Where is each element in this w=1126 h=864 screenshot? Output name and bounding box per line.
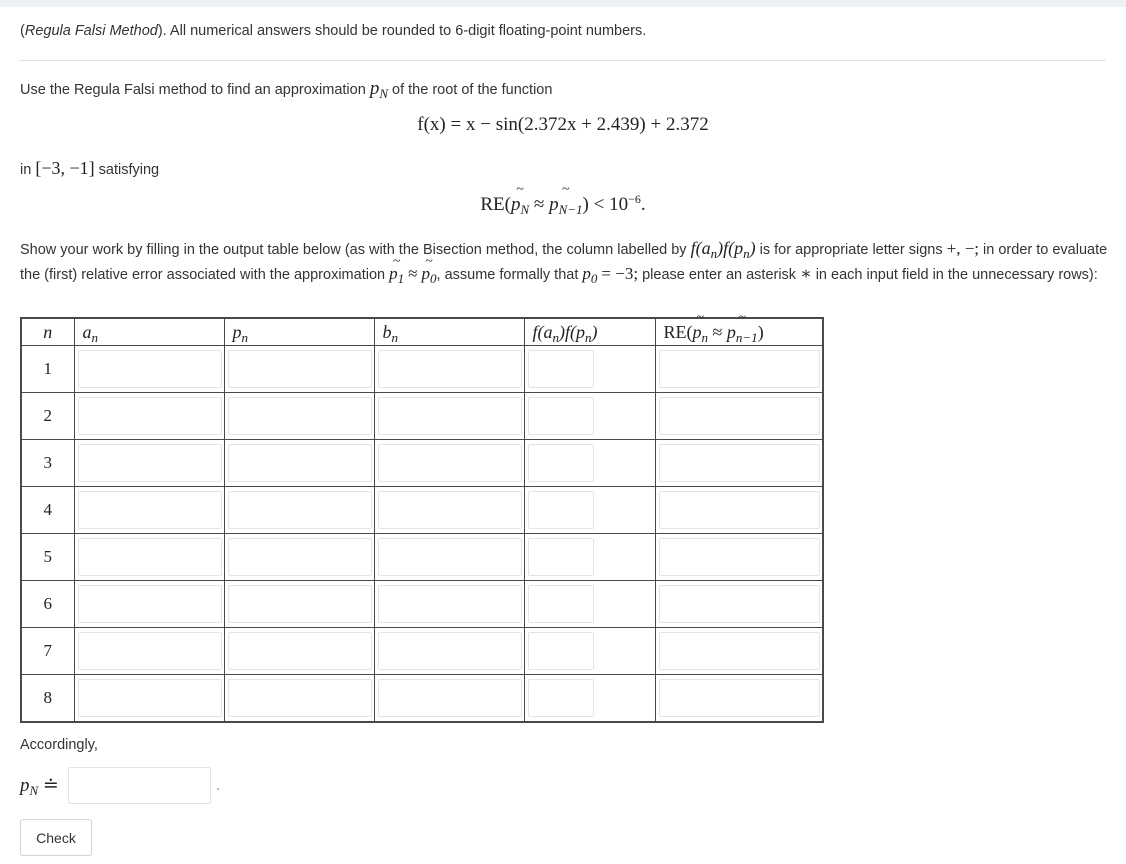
- intro-part1: Use the Regula Falsi method to find an approximation: [20, 82, 366, 98]
- cell-re: [655, 393, 823, 440]
- period: .: [216, 778, 221, 794]
- table-row: [21, 581, 823, 628]
- an-input-row-3[interactable]: [78, 444, 222, 482]
- table-header-row: [21, 318, 823, 346]
- row-number: 6: [21, 581, 74, 628]
- header-an: $a_n$: [74, 318, 224, 346]
- function-equation: [0, 114, 1126, 136]
- intro-text: [20, 77, 1110, 102]
- table-row: [21, 628, 823, 675]
- final-pn-label: $p_N$ ≐: [20, 775, 59, 798]
- sign-input-row-5[interactable]: [528, 538, 594, 576]
- cell-an: [74, 487, 224, 534]
- re-input-row-5[interactable]: [659, 538, 821, 576]
- pn-input-row-5[interactable]: [228, 538, 372, 576]
- header-bn: $b_n$: [374, 318, 524, 346]
- pn-input-row-7[interactable]: [228, 632, 372, 670]
- an-input-row-2[interactable]: [78, 397, 222, 435]
- an-input-row-1[interactable]: [78, 350, 222, 388]
- sign-input-row-7[interactable]: [528, 632, 594, 670]
- sign-column-label: $f(a_n)f(p_n)$: [690, 238, 756, 261]
- bn-input-row-5[interactable]: [378, 538, 522, 576]
- instructions: Show your work by filling in the output table below (as with the Bisection method, the column labelled by $f(a_n)f(p_n)$ is for appropriate letter signs +, −; in order to evaluate the (first) relative error associated with the approximation ~ $p_1$ ≈ ~ $p_0$, assume formally that $p_0 = -3$; please enter an asterisk ∗ in each input field in the unnecessary rows):: [20, 236, 1110, 287]
- bn-input-row-4[interactable]: [378, 491, 522, 529]
- divider: [19, 60, 1106, 61]
- table-row: [21, 487, 823, 534]
- cell-an: [74, 393, 224, 440]
- header-text: ). All numerical answers should be rounded to 6-digit floating-point numbers.: [157, 23, 647, 39]
- bn-input-row-3[interactable]: [378, 444, 522, 482]
- re-input-row-6[interactable]: [659, 585, 821, 623]
- cell-bn: [374, 534, 524, 581]
- cell-sign: [524, 346, 655, 393]
- cell-bn: [374, 487, 524, 534]
- cell-pn: [224, 346, 374, 393]
- cell-an: [74, 628, 224, 675]
- re-label: RE(: [480, 194, 511, 215]
- stopping-criterion: RE(~ $p_N$ ≈ ~ $p_{N-1}) < 10^{-6}$.: [0, 194, 1126, 216]
- cell-re: [655, 628, 823, 675]
- cell-re: [655, 534, 823, 581]
- cell-pn: [224, 628, 374, 675]
- pn-input-row-6[interactable]: [228, 585, 372, 623]
- cell-sign: [524, 487, 655, 534]
- cell-sign: [524, 393, 655, 440]
- header-sign: $f(a_n)f(p_n)$: [524, 318, 655, 346]
- row-number: 8: [21, 675, 74, 723]
- re-input-row-4[interactable]: [659, 491, 821, 529]
- cell-an: [74, 534, 224, 581]
- interval-suffix: satisfying: [98, 162, 160, 178]
- work-table: [20, 317, 824, 723]
- cell-sign: [524, 628, 655, 675]
- p0-value: = −3;: [601, 264, 639, 283]
- problem-header: (Regula Falsi Method). All numerical answers should be rounded to 6-digit floating-point numbers.: [20, 23, 647, 39]
- criterion-exponent: −6: [628, 192, 641, 206]
- cell-re: [655, 346, 823, 393]
- pn-input-row-4[interactable]: [228, 491, 372, 529]
- cell-bn: [374, 581, 524, 628]
- cell-bn: [374, 675, 524, 723]
- equation-text: f(x) = x − sin(2.372x + 2.439) + 2.372: [417, 114, 709, 135]
- cell-pn: [224, 581, 374, 628]
- an-input-row-6[interactable]: [78, 585, 222, 623]
- re-input-row-1[interactable]: [659, 350, 821, 388]
- p-tilde-n-minus-1: ~ $p_{N-1}$: [549, 194, 582, 216]
- cell-pn: [224, 487, 374, 534]
- an-input-row-5[interactable]: [78, 538, 222, 576]
- cell-an: [74, 346, 224, 393]
- bn-input-row-2[interactable]: [378, 397, 522, 435]
- row-number: 1: [21, 346, 74, 393]
- cell-re: [655, 675, 823, 723]
- cell-re: [655, 581, 823, 628]
- row-number: 4: [21, 487, 74, 534]
- header-re: RE(~ $p_n$ ≈ ~ $p_{n-1}$): [655, 318, 823, 346]
- row-number: 2: [21, 393, 74, 440]
- cell-sign: [524, 440, 655, 487]
- sign-input-row-3[interactable]: [528, 444, 594, 482]
- signs: +, −;: [946, 239, 980, 258]
- table-row: [21, 534, 823, 581]
- final-pn-input[interactable]: [68, 767, 211, 804]
- sign-input-row-4[interactable]: [528, 491, 594, 529]
- approx-symbol: ≈: [533, 194, 545, 215]
- interval-text: [20, 156, 1110, 182]
- cell-an: [74, 581, 224, 628]
- interval-prefix: in: [20, 162, 32, 178]
- cell-bn: [374, 440, 524, 487]
- sign-input-row-1[interactable]: [528, 350, 594, 388]
- bn-input-row-6[interactable]: [378, 585, 522, 623]
- cell-re: [655, 487, 823, 534]
- check-button[interactable]: Check: [20, 819, 92, 856]
- cell-an: [74, 440, 224, 487]
- table-row: [21, 440, 823, 487]
- criterion-rhs: ) < 10: [582, 194, 629, 215]
- header-pn: $p_n$: [224, 318, 374, 346]
- sign-input-row-8[interactable]: [528, 679, 594, 717]
- cell-re: [655, 440, 823, 487]
- cell-an: [74, 675, 224, 723]
- cell-pn: [224, 534, 374, 581]
- cell-pn: [224, 393, 374, 440]
- cell-bn: [374, 346, 524, 393]
- sign-input-row-2[interactable]: [528, 397, 594, 435]
- sign-input-row-6[interactable]: [528, 585, 594, 623]
- re-input-row-3[interactable]: [659, 444, 821, 482]
- pn-input-row-2[interactable]: [228, 397, 372, 435]
- an-input-row-4[interactable]: [78, 491, 222, 529]
- cell-bn: [374, 393, 524, 440]
- interval-value: [−3, −1]: [35, 158, 95, 178]
- pn-symbol: $p_N$: [369, 78, 388, 101]
- bn-input-row-1[interactable]: [378, 350, 522, 388]
- pn-input-row-8[interactable]: [228, 679, 372, 717]
- row-number: 3: [21, 440, 74, 487]
- pn-input-row-3[interactable]: [228, 444, 372, 482]
- cell-pn: [224, 675, 374, 723]
- bn-input-row-8[interactable]: [378, 679, 522, 717]
- table-row: [21, 393, 823, 440]
- cell-sign: [524, 675, 655, 723]
- row-number: 7: [21, 628, 74, 675]
- cell-sign: [524, 581, 655, 628]
- pn-input-row-1[interactable]: [228, 350, 372, 388]
- cell-pn: [224, 440, 374, 487]
- an-input-row-7[interactable]: [78, 632, 222, 670]
- table-row: [21, 346, 823, 393]
- re-input-row-2[interactable]: [659, 397, 821, 435]
- pn-sub: N: [379, 86, 388, 101]
- row-number: 5: [21, 534, 74, 581]
- method-name: Regula Falsi Method: [24, 23, 158, 39]
- table-row: [21, 675, 823, 723]
- top-bar: [0, 0, 1126, 7]
- re-input-row-8[interactable]: [659, 679, 821, 717]
- p-tilde-n: ~ $p_N$: [511, 194, 529, 216]
- re-input-row-7[interactable]: [659, 632, 821, 670]
- cell-bn: [374, 628, 524, 675]
- asterisk: ∗: [800, 264, 812, 283]
- bn-input-row-7[interactable]: [378, 632, 522, 670]
- cell-sign: [524, 534, 655, 581]
- intro-part2: of the root of the function: [392, 82, 553, 98]
- an-input-row-8[interactable]: [78, 679, 222, 717]
- accordingly-text: Accordingly,: [20, 737, 98, 753]
- header-n: n: [21, 318, 74, 346]
